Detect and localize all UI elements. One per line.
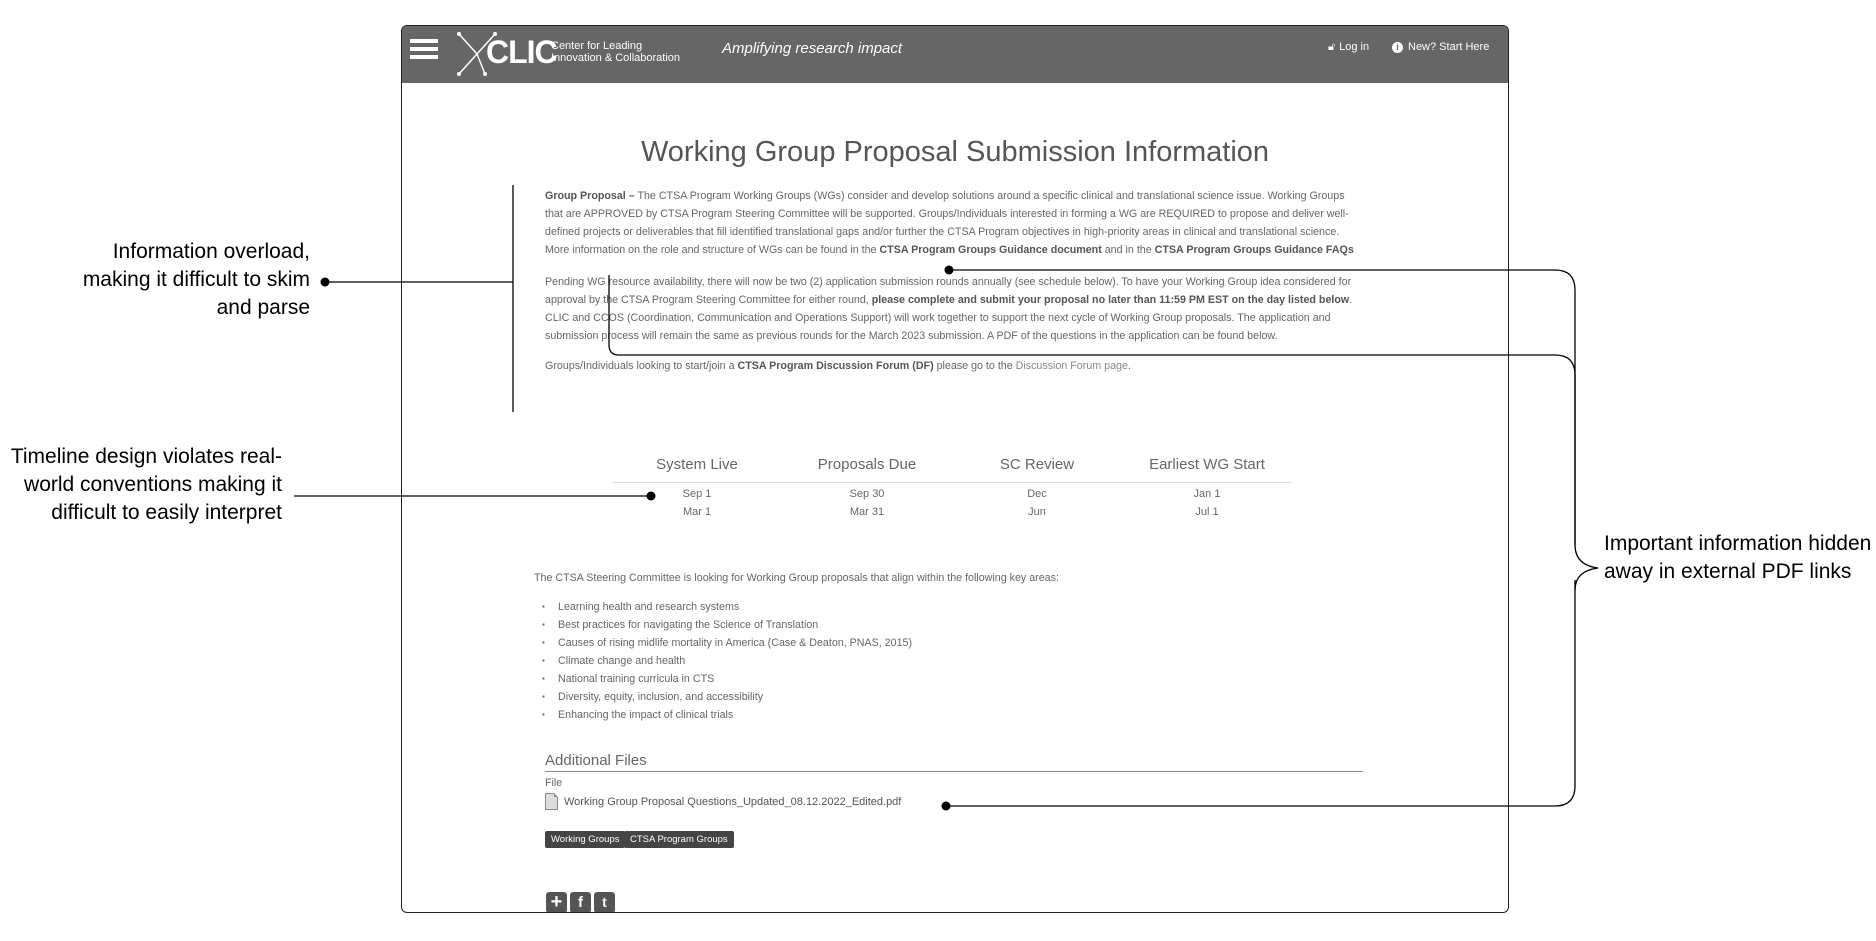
list-item: ▪ Learning health and research systems [552, 598, 912, 616]
share-plus-icon[interactable]: + [546, 892, 567, 913]
para3-text1: Groups/Individuals looking to start/join a [545, 360, 738, 372]
list-item: ▪ National training curricula in CTS [552, 670, 912, 688]
tag-ctsa-program-groups[interactable]: CTSA Program Groups [624, 831, 734, 848]
pdf-file-name: Working Group Proposal Questions_Updated_08.12.2022_Edited.pdf [564, 795, 902, 808]
annotation-information-overload: Information overload, making it difficult to skim and parse [82, 240, 310, 319]
para2-bold: please complete and submit your proposal no later than 11:59 PM EST on the day listed below [871, 294, 1350, 306]
list-item: ▪ Causes of rising midlife mortality in America (Case & Deaton, PNAS, 2015) [552, 634, 912, 652]
timeline-cell: Sep 30 [849, 488, 885, 500]
list-item: ▪ Climate change and health [552, 652, 912, 670]
discussion-forum-link[interactable]: Discussion Forum page [1015, 360, 1128, 372]
page-title: Working Group Proposal Submission Information [640, 136, 1270, 168]
timeline-header: SC Review [999, 456, 1075, 473]
pdf-file-pointer-line [946, 580, 1575, 806]
para1-text: The CTSA Program Working Groups (WGs) consider and develop solutions around a specific clinical and translational science issue. Working Groups that are APPROVED by CTSA Program Steering Committee will be supported. Groups/Individuals interested in forming a WG are REQUIRED to propose and deliver well-defined projects or deliverables that fill identified translational gaps and/or further the CTSA Program objectives in high-priority areas in clinical and translational science. More information on the role and structure of WGs can be found in the [545, 190, 1349, 256]
tag-working-groups[interactable]: Working Groups [545, 831, 625, 848]
para1-mid: and in the [1101, 244, 1155, 256]
new-user-label: New? Start Here [1408, 41, 1490, 53]
list-item: ▪ Best practices for navigating the Science of Translation [552, 616, 912, 634]
para3-bold: CTSA Program Discussion Forum (DF) [737, 360, 934, 372]
file-column-label: File [545, 777, 563, 789]
guidance-faqs-link[interactable]: CTSA Program Groups Guidance FAQs [1154, 244, 1354, 256]
timeline-cell: Sep 1 [682, 488, 712, 500]
timeline-cell: Jul 1 [1195, 506, 1219, 518]
timeline-pointer-dot [647, 492, 656, 501]
para1-lead: Group Proposal – [545, 190, 635, 202]
key-areas-intro: The CTSA Steering Committee is looking for Working Group proposals that align within the following key areas: [534, 572, 1059, 584]
timeline-cell: Dec [1027, 488, 1047, 500]
login-label: Log in [1339, 41, 1370, 53]
faqs-pointer-line [949, 270, 1575, 545]
timeline-header: System Live [656, 456, 738, 473]
para2-text1: Pending WG resource availability, there will now be two (2) application submission rounds annually (see schedule below). To have your Working Group idea considered for approval by the CTSA Program Steering Committee for either round, [545, 276, 1352, 306]
guidance-document-link[interactable]: CTSA Program Groups Guidance document [879, 244, 1102, 256]
timeline-cell: Mar 31 [849, 506, 885, 518]
tagline: Amplifying research impact [722, 40, 903, 57]
curly-brace [1575, 545, 1598, 590]
list-item: ▪ Diversity, equity, inclusion, and accessibility [552, 688, 912, 706]
lock-icon: 🔓︎ [1328, 41, 1336, 53]
logo-subtitle-line1: Center for Leading [551, 40, 643, 52]
additional-files-heading: Additional Files [545, 752, 1363, 772]
overload-pointer-dot [321, 278, 330, 287]
timeline-cell: Mar 1 [682, 506, 712, 518]
logo-subtitle-line2: Innovation & Collaboration [551, 52, 681, 64]
timeline-cell: Jun [1028, 506, 1046, 518]
annotation-hidden-pdf-info: Important information hidden away in external PDF links [1604, 532, 1872, 583]
info-icon: i [1392, 42, 1403, 53]
pdf-questions-pointer-line [609, 275, 1575, 545]
annotation-timeline-design: Timeline design violates real-world conventions making it difficult to easily interpret [10, 445, 282, 524]
timeline-header: Proposals Due [817, 456, 917, 473]
para3-end: . [1127, 360, 1131, 372]
timeline-cell: Jan 1 [1193, 488, 1221, 500]
para2-text2: . CLIC and CCOS (Coordination, Communication and Operations Support) will work together to support the next cycle of Working Group proposals. The application and submission process will remain the same as previous rounds for the March 2023 submission. A PDF of the questions in the application can be found below. [545, 294, 1353, 342]
logo-text[interactable]: CLIC [486, 34, 557, 70]
para3-text2: please go to the [933, 360, 1016, 372]
list-item: ▪ Enhancing the impact of clinical trials [552, 706, 912, 724]
twitter-icon[interactable]: t [594, 892, 615, 913]
facebook-icon[interactable]: f [570, 892, 591, 913]
timeline-header: Earliest WG Start [1149, 456, 1265, 473]
